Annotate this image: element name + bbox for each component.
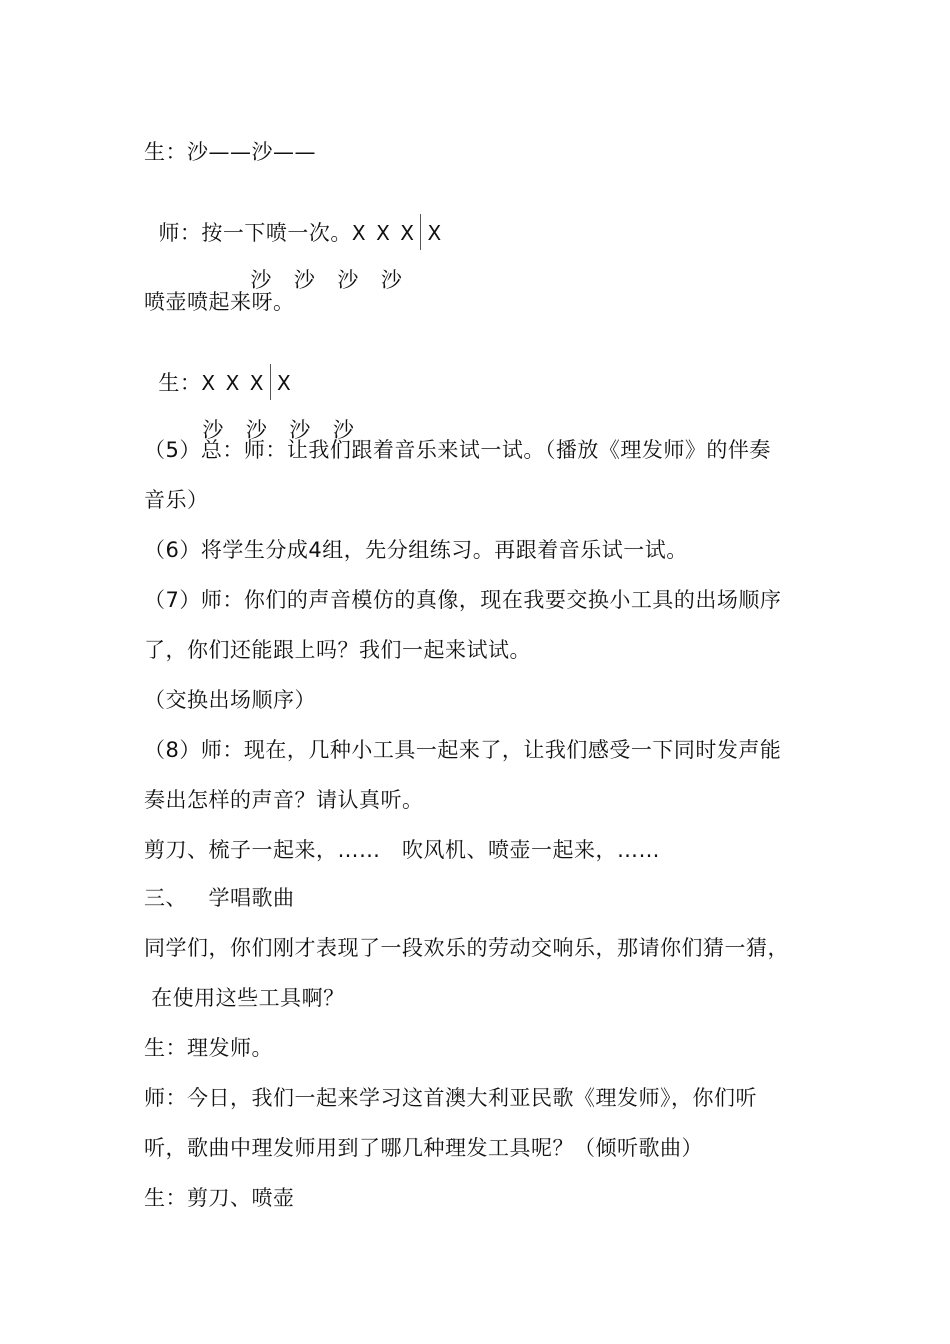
syllable: 沙: [250, 268, 272, 292]
line-14: 奏出怎样的声音？请认真听。: [144, 788, 424, 812]
section-heading: 三、 学唱歌曲: [144, 886, 295, 910]
rhythm-note: X: [427, 221, 442, 245]
rhythm-note: X: [249, 371, 264, 395]
line-3-syllables: [236, 238, 402, 294]
line-18: 在使用这些工具啊？: [144, 986, 345, 1010]
syllable: 沙: [380, 268, 403, 292]
syllable: 沙: [293, 268, 316, 292]
syllable: 沙: [337, 268, 359, 292]
syllable: 沙: [332, 418, 355, 442]
line-8: 音乐）: [144, 488, 209, 512]
rhythm-note: X: [400, 221, 415, 245]
line-9: （6）将学生分成4组，先分组练习。再跟着音乐试一试。: [144, 538, 688, 562]
rhythm-note: X: [376, 221, 391, 245]
line-17: 同学们，你们刚才表现了一段欢乐的劳动交响乐，那请你们猜一猜，: [144, 936, 789, 960]
line-19: 生：理发师。: [144, 1036, 273, 1060]
line-12: （交换出场顺序）: [144, 688, 316, 712]
line-21: 听，歌曲中理发师用到了哪几种理发工具呢？（倾听歌曲）: [144, 1136, 703, 1160]
line-22: 生：剪刀、喷壶: [144, 1186, 295, 1210]
rhythm-note: X: [225, 371, 240, 395]
line-4: 喷壶喷起来呀。: [144, 290, 295, 314]
syllable: 沙: [202, 418, 224, 442]
line-7: （5）总：师：让我们跟着音乐来试一试。（播放《理发师》的伴奏: [144, 438, 771, 462]
line-2-prefix: 师：按一下喷一次。: [158, 221, 352, 245]
line-13: （8）师：现在，几种小工具一起来了，让我们感受一下同时发声能: [144, 738, 782, 762]
line-10: （7）师：你们的声音模仿的真像，现在我要交换小工具的出场顺序: [144, 588, 782, 612]
line-1: 生：沙——沙——: [144, 140, 316, 164]
syllable: 沙: [289, 418, 311, 442]
rhythm-note: X: [201, 371, 216, 395]
line-5-prefix: 生：: [158, 371, 202, 395]
line-20: 师：今日，我们一起来学习这首澳大利亚民歌《理发师》，你们听: [144, 1086, 757, 1110]
syllable: 沙: [245, 418, 268, 442]
rhythm-note: X: [351, 221, 367, 245]
line-15: 剪刀、梳子一起来，…… 吹风机、喷壶一起来，……: [144, 838, 661, 862]
bar-line: [420, 214, 421, 250]
rhythm-note: X: [276, 371, 292, 395]
line-11: 了，你们还能跟上吗？我们一起来试试。: [144, 638, 531, 662]
